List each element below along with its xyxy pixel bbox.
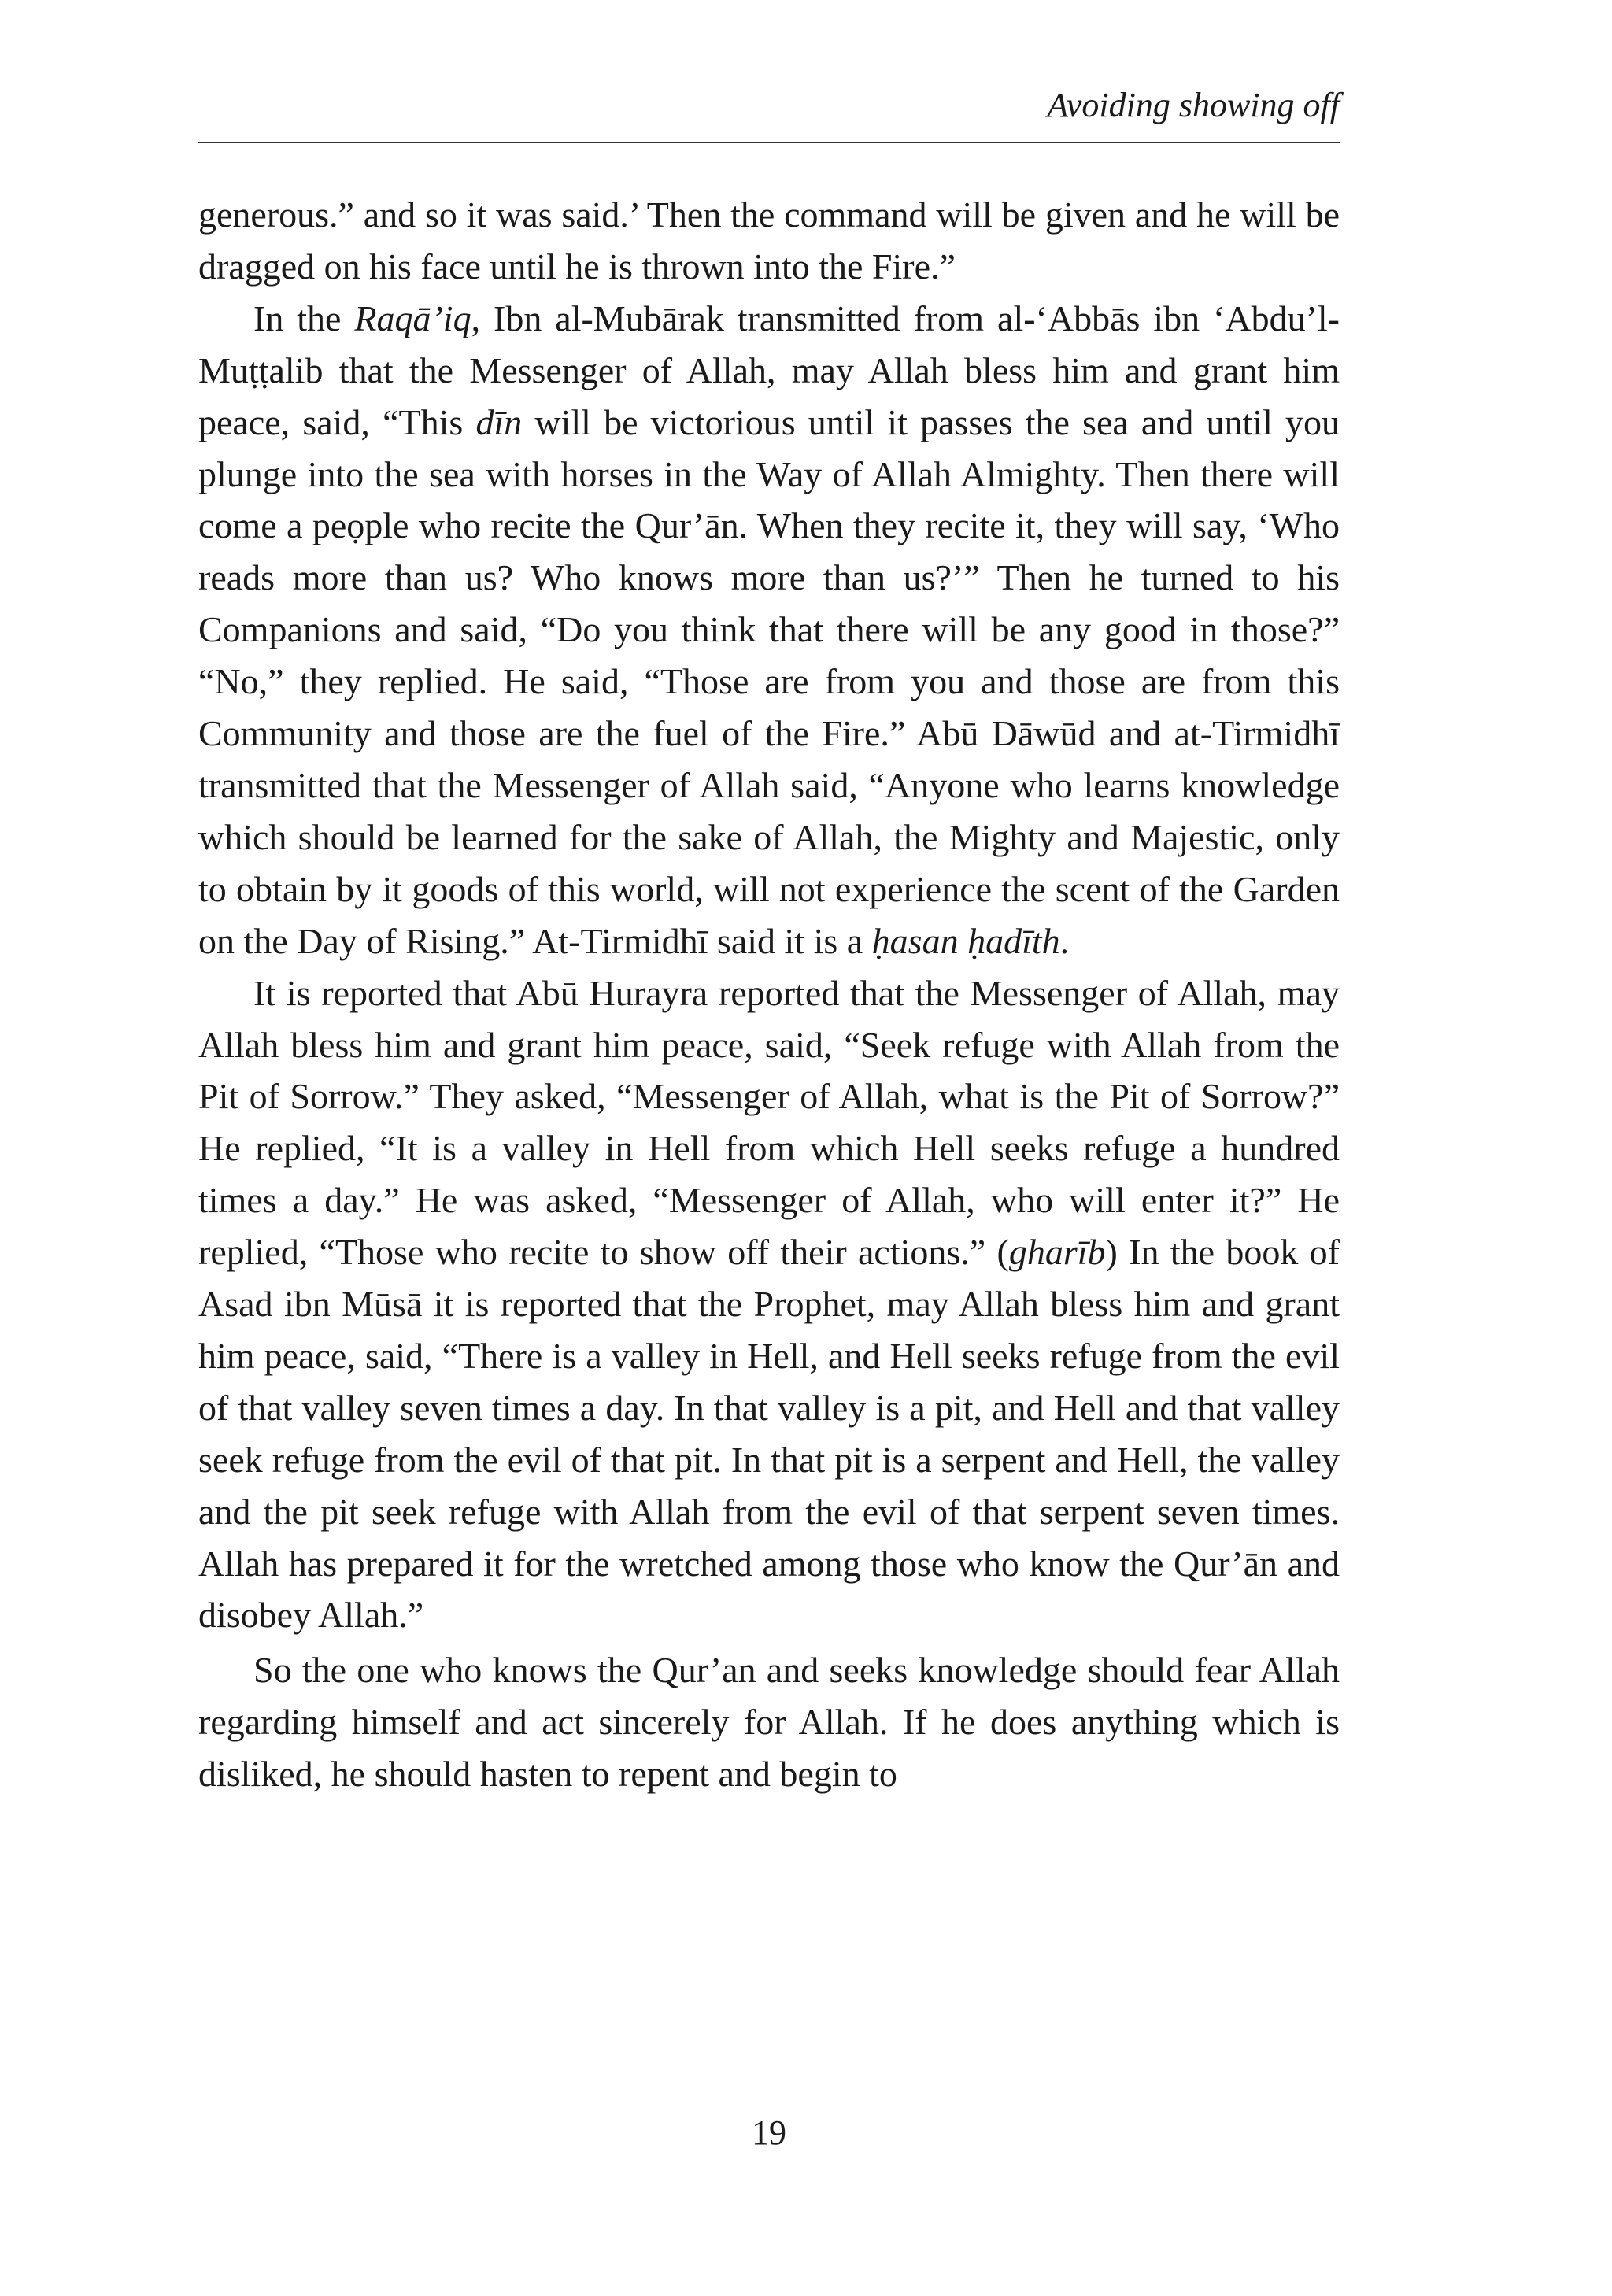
paragraph bbox=[198, 1644, 1340, 1800]
paragraph bbox=[198, 189, 1340, 293]
page-number: 19 bbox=[752, 2113, 786, 2152]
text-run: In the bbox=[253, 298, 355, 338]
italic-term: ḥasan ḥadīth bbox=[871, 920, 1060, 961]
italic-term: Raqā’iq bbox=[354, 298, 471, 338]
text-run: It is reported that Abū Hurayra reported that the Messenger of Allah, may Allah bless him and grant him peace, said, “Seek refuge with Allah from the Pit of Sorrow.” They asked, “Messenger of Allah, what is the Pit of Sorrow?” He replied, “It is a valley in Hell from which Hell seeks refuge a hundred times a day.” He was asked, “Messenger of Allah, who will enter it?” He replied, “Those who recite to show off their actions.” ( bbox=[198, 972, 1340, 1273]
text-run: , Ibn al-Mubārak transmitted from al-‘Abbās ibn ‘Abdu’l-Muṭṭalib that the Messenger of Allah, may Allah bless him and grant him peace, said, “This bbox=[198, 298, 1340, 442]
text-run: generous.” and so it was said.’ Then the command will be given and he will be dragged on his face until he is thrown into the Fire.” bbox=[198, 194, 1340, 287]
header-rule bbox=[198, 142, 1340, 143]
body-text bbox=[198, 189, 1340, 1800]
running-head-title: Avoiding showing off bbox=[1047, 86, 1340, 124]
italic-term: gharīb bbox=[1008, 1232, 1106, 1273]
text-run: will be victorious until it passes the sea and until you plunge into the sea with horses in the Way of Allah Almighty. Then there will come a peọple who recite the Qur’ān. When they recite it, they will say, ‘Who reads more than us? Who knows more than us?’” Then he turned to his Companions and said, “Do you think that there will be any good in those?” “No,” they replied. He said, “Those are from you and those are from this Community and those are the fuel of the Fire.” Abū Dāwūd and at-Tirmidhī transmitted that the Messenger of Allah said, “Anyone who learns knowledge which should be learned for the sake of Allah, the Mighty and Majestic, only to obtain by it goods of this world, will not experience the scent of the Garden on the Day of Rising.” At-Tirmidhī said it is a bbox=[198, 401, 1340, 961]
text-run: ) In the book of Asad ibn Mūsā it is reported that the Prophet, may Allah bless him and grant him peace, said, “There is a valley in Hell, and Hell seeks refuge from the evil of that valley seven times a day. In that valley is a pit, and Hell and that valley seek refuge from the evil of that pit. In that pit is a serpent and Hell, the valley and the pit seek refuge with Allah from the evil of that serpent seven times. Allah has prepared it for the wretched among those who know the Qur’ān and disobey Allah.” bbox=[198, 1232, 1340, 1636]
text-run: So the one who knows the Qur’an and seeks knowledge should fear Allah regarding himself and act sincerely for Allah. If he does anything which is disliked, he should hasten to repent and begin to bbox=[198, 1650, 1340, 1795]
paragraph bbox=[198, 293, 1340, 967]
text-run: . bbox=[1059, 920, 1070, 961]
italic-term: dīn bbox=[475, 401, 523, 442]
paragraph bbox=[198, 967, 1340, 1642]
